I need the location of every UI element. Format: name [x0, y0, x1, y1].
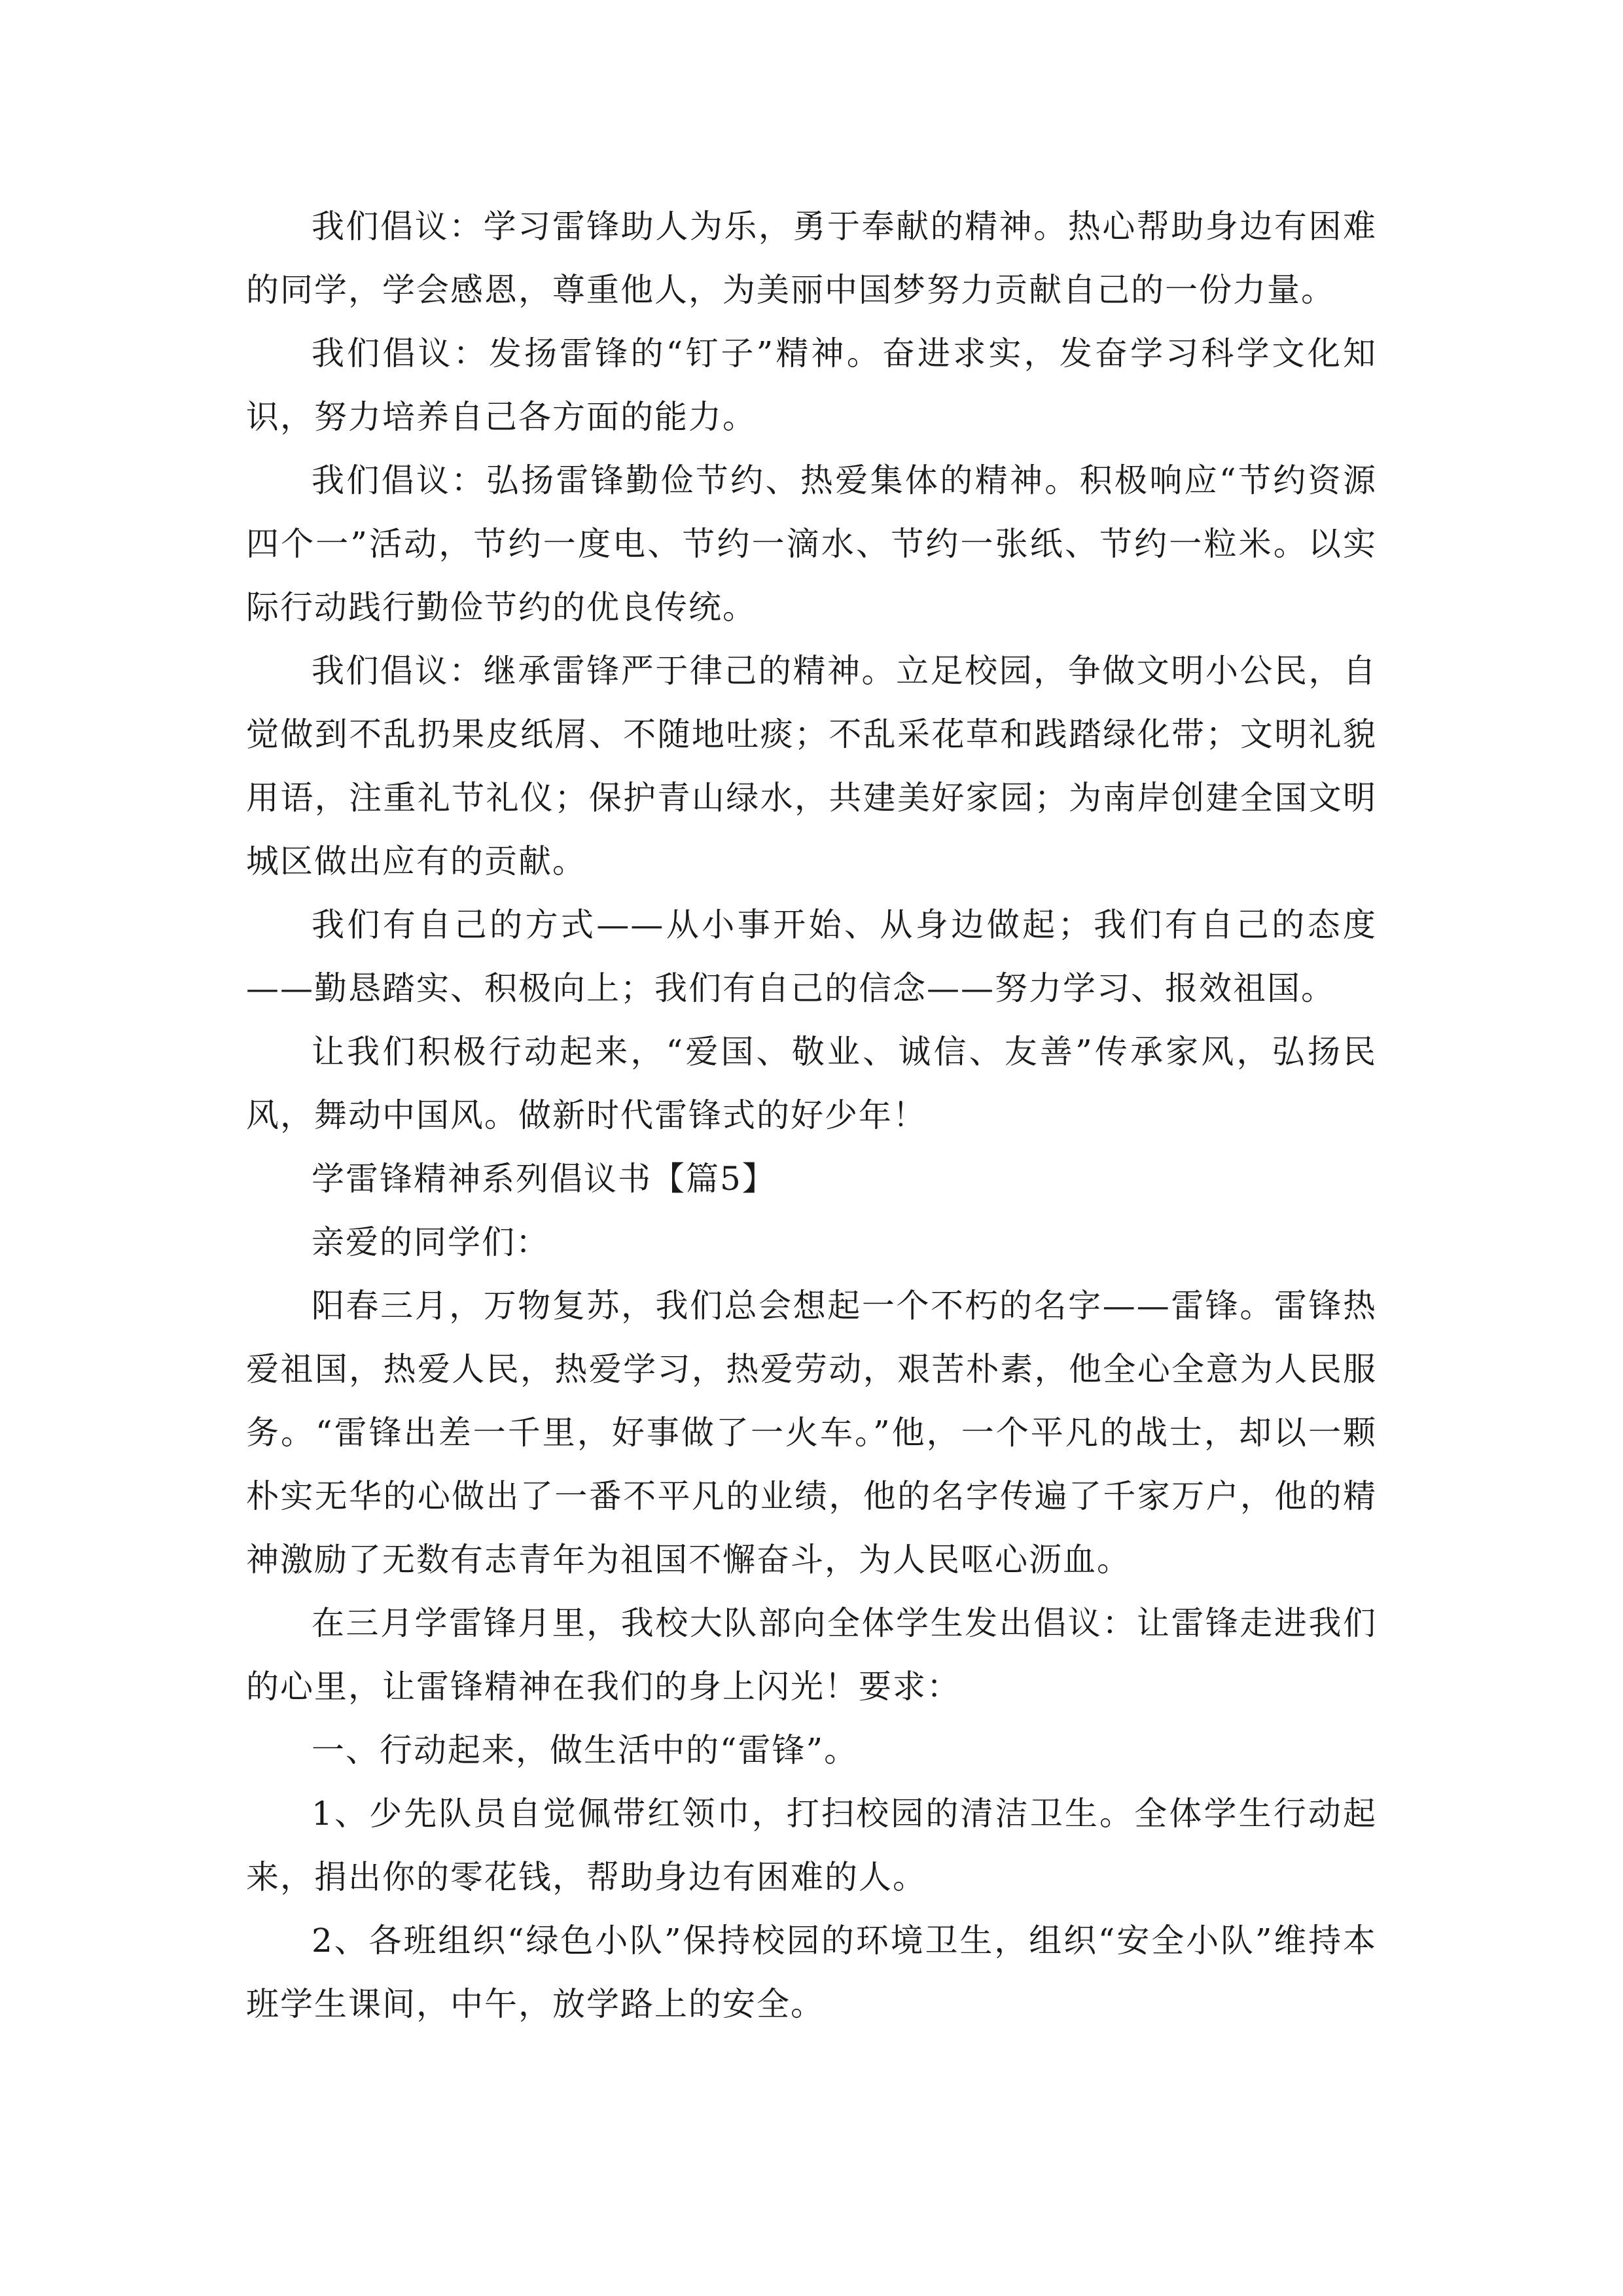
paragraph-initiative: 在三月学雷锋月里，我校大队部向全体学生发出倡议：让雷锋走进我们的心里，让雷锋精神在我们的身上闪光！要求： [246, 1604, 1377, 1706]
salutation: 亲爱的同学们： [312, 1223, 550, 1261]
paragraph-proposal-2: 我们倡议：发扬雷锋的“钉子”精神。奋进求实，发奋学习科学文化知识，努力培养自己各方面的能力。 [246, 334, 1377, 436]
list-heading-1: 一、行动起来，做生活中的“雷锋”。 [312, 1731, 859, 1769]
paragraph-our-ways: 我们有自己的方式——从小事开始、从身边做起；我们有自己的态度——勤恳踏实、积极向上；我们有自己的信念——努力学习、报效祖国。 [246, 906, 1377, 1007]
list-item-1: 1、少先队员自觉佩带红领巾，打扫校园的清洁卫生。全体学生行动起来，捐出你的零花钱，帮助身边有困难的人。 [246, 1795, 1377, 1896]
paragraph-proposal-4: 我们倡议：继承雷锋严于律己的精神。立足校园，争做文明小公民，自觉做到不乱扔果皮纸屑、不随地吐痰；不乱采花草和践踏绿化带；文明礼貌用语，注重礼节礼仪；保护青山绿水，共建美好家园；为南岸创建全国文明城区做出应有的贡献。 [246, 652, 1377, 880]
list-item-2: 2、各班组织“绿色小队”保持校园的环境卫生，组织“安全小队”维持本班学生课间，中午，放学路上的安全。 [246, 1922, 1377, 2023]
paragraph-proposal-3: 我们倡议：弘扬雷锋勤俭节约、热爱集体的精神。积极响应“节约资源四个一”活动，节约一度电、节约一滴水、节约一张纸、节约一粒米。以实际行动践行勤俭节约的优良传统。 [246, 461, 1377, 626]
document-body [246, 195, 1377, 2036]
paragraph-intro: 阳春三月，万物复苏，我们总会想起一个不朽的名字——雷锋。雷锋热爱祖国，热爱人民，热爱学习，热爱劳动，艰苦朴素，他全心全意为人民服务。“雷锋出差一千里，好事做了一火车。”他，一个平凡的战士，却以一颗朴实无华的心做出了一番不平凡的业绩，他的名字传遍了千家万户，他的精神激励了无数有志青年为祖国不懈奋斗，为人民呕心沥血。 [246, 1287, 1377, 1579]
section-heading: 学雷锋精神系列倡议书【篇5】 [312, 1160, 776, 1198]
paragraph-call-to-action: 让我们积极行动起来，“爱国、敬业、诚信、友善”传承家风，弘扬民风，舞动中国风。做新时代雷锋式的好少年！ [246, 1033, 1377, 1134]
paragraph-proposal-1: 我们倡议：学习雷锋助人为乐，勇于奉献的精神。热心帮助身边有困难的同学，学会感恩，尊重他人，为美丽中国梦努力贡献自己的一份力量。 [246, 207, 1377, 309]
